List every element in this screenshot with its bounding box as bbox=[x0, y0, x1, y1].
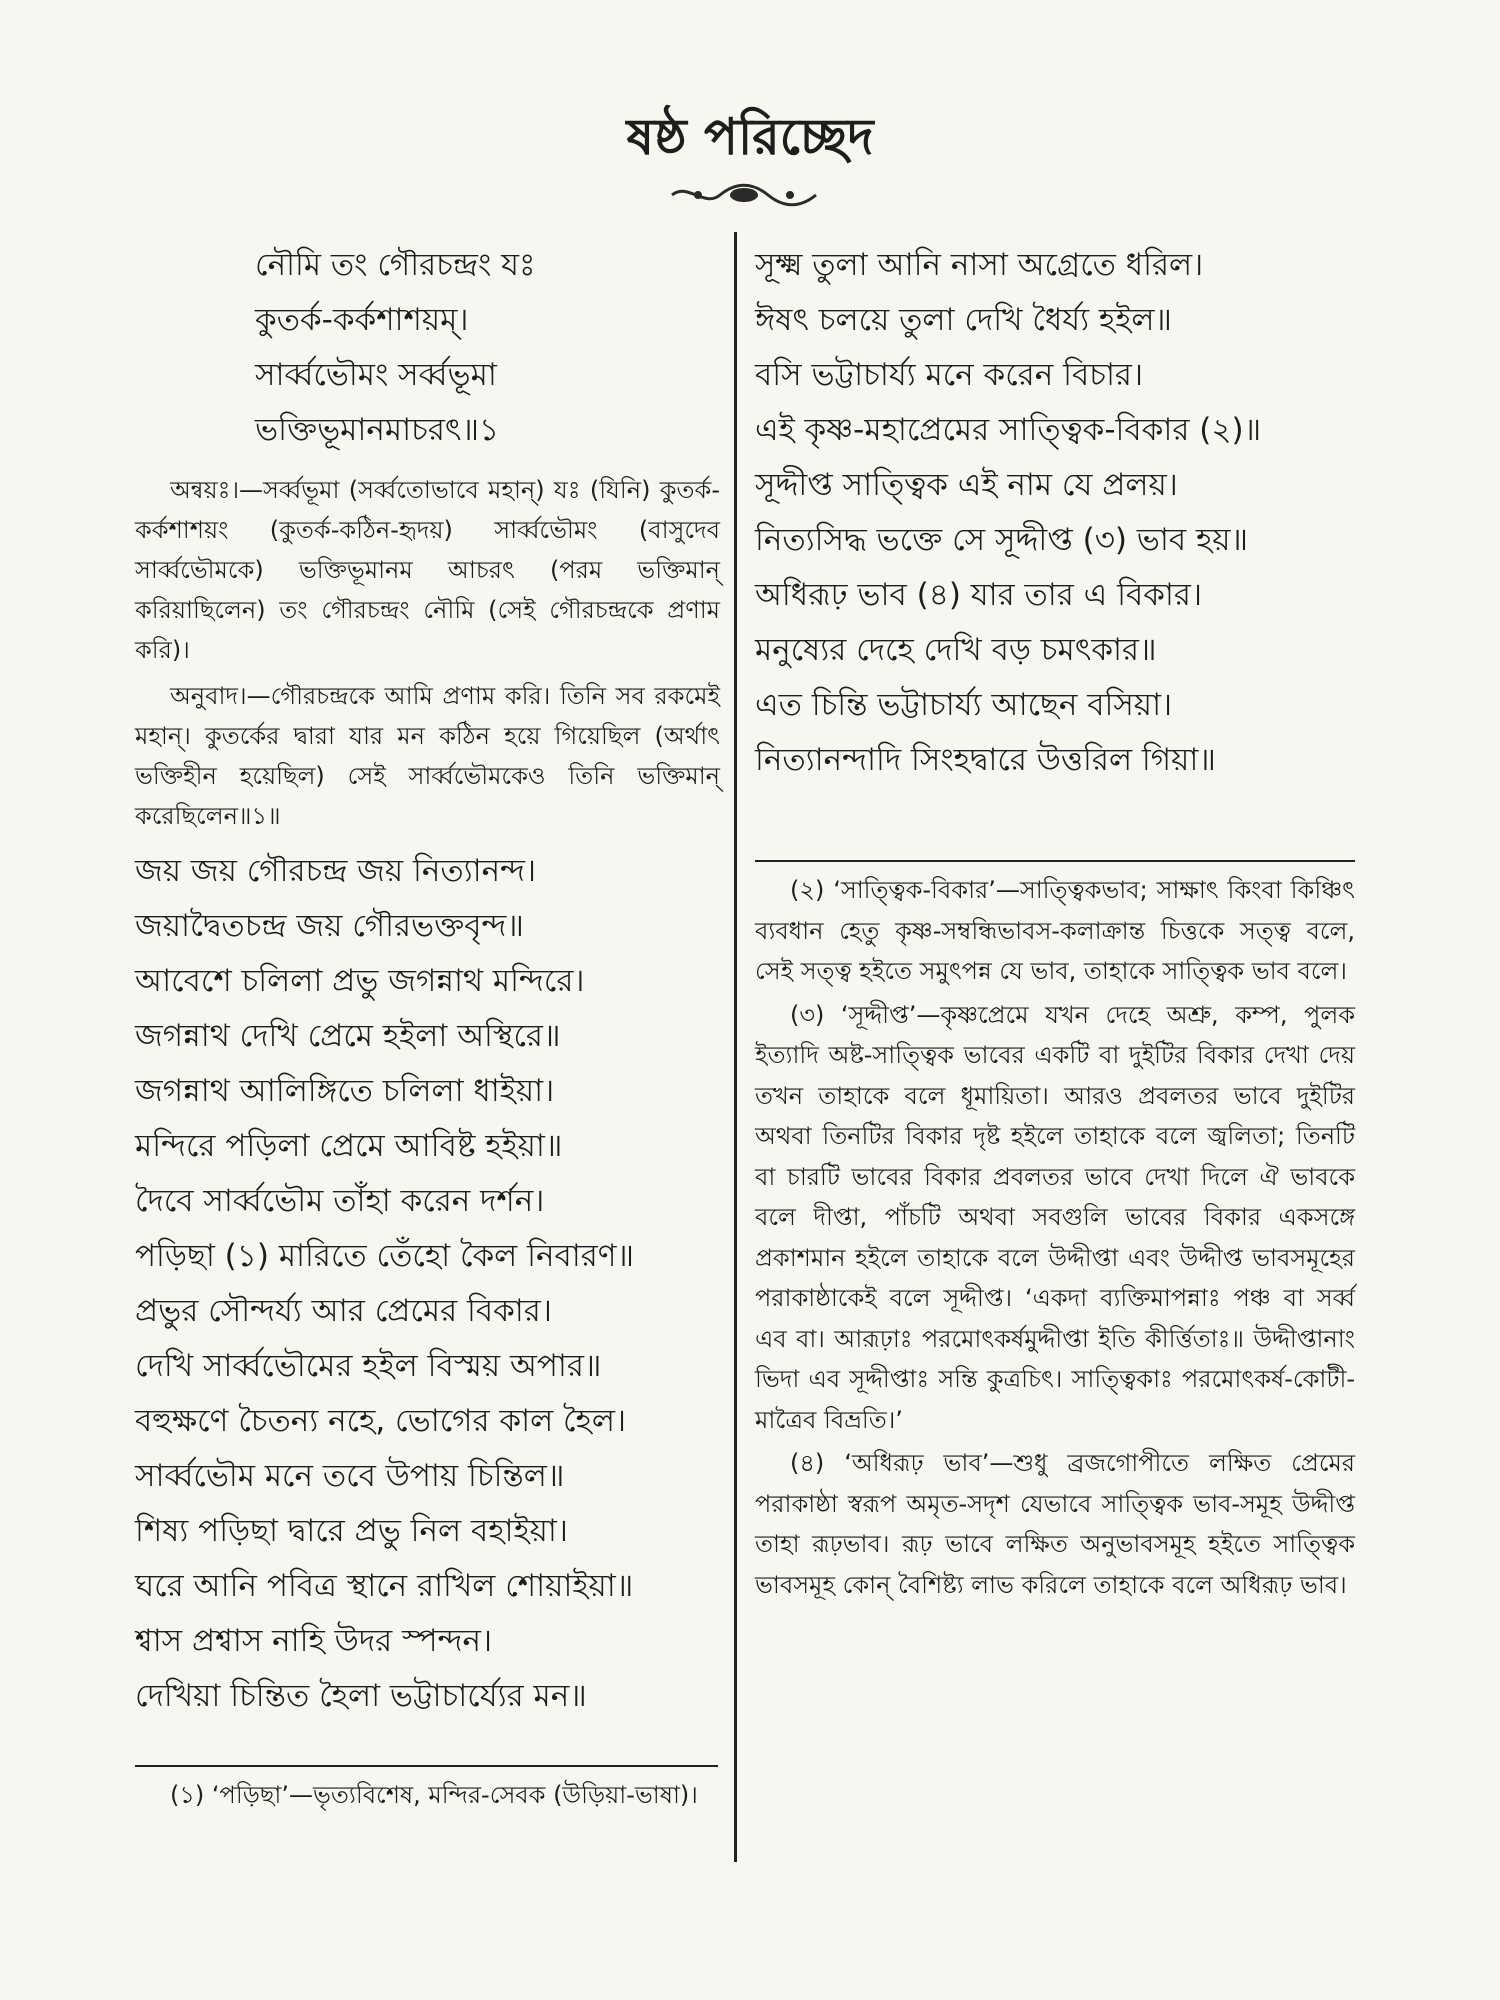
verse-line: সার্ব্বভৌম মনে তবে উপায় চিন্তিল॥ bbox=[135, 1458, 565, 1494]
footnote-2: (২) ‘সাত্ত্বিক-বিকার’—সাত্ত্বিকভাব; সাক্ষাৎ কিংবা কিঞ্চিৎ ব্যবধান হেতু কৃষ্ণ-সম্বন্ধিভাবস-কলাক্রান্ত চিত্তকে সত্ত্ব বলে, সেই সত্ত্ব হইতে সমুৎপন্ন যে ভাব, তাহাকে সাত্ত্বিক ভাব বলে। bbox=[755, 876, 1355, 985]
verse-line: শ্বাস প্রশ্বাস নাহি উদর স্পন্দন। bbox=[135, 1623, 493, 1659]
verse-line: পড়িছা (১) মারিতে তেঁহো কৈল নিবারণ॥ bbox=[135, 1238, 635, 1274]
verse-line: ঈষৎ চলয়ে তুলা দেখি ধৈর্য্য হইল॥ bbox=[755, 302, 1172, 338]
sanskrit-sloka bbox=[135, 238, 720, 458]
right-column bbox=[755, 238, 1355, 788]
verse-line: দেখিয়া চিন্তিত হৈলা ভট্টাচার্য্যের মন॥ bbox=[135, 1678, 587, 1714]
footnote-3: (৩) ‘সূদ্দীপ্ত’—কৃষ্ণপ্রেমে যখন দেহে অশ্রু, কম্প, পুলক ইত্যাদি অষ্ট-সাত্ত্বিক ভাবের একটি বা দুইটির বিকার দেখা দেয় তখন তাহাকে বলে ধূমায়িতা। আরও প্রবলতর ভাবে দুইটির অথবা তিনটির বিকার দৃষ্ট হইলে তাহাকে বলে জ্বলিতা; তিনটি বা চারটি ভাবের বিকার প্রবলতর ভাবে দেখা দিলে ঐ ভাবকে বলে দীপ্তা, পাঁচটি অথবা সবগুলি ভাবের বিকার একসঙ্গে প্রকাশমান হইলে তাহাকে বলে উদ্দীপ্তা এবং উদ্দীপ্ত ভাবসমূহের পরাকাষ্ঠাকেই বলে সূদ্দীপ্ত। ‘একদা ব্যক্তিমাপন্নাঃ পঞ্চ বা সর্ব্ব এব বা। আরূঢ়াঃ পরমোৎকর্ষমুদ্দীপ্তা ইতি কীর্ত্তিতাঃ॥ উদ্দীপ্তানাং ভিদা এব সূদ্দীপ্তাঃ সন্তি কুত্রচিৎ। সাত্ত্বিকাঃ পরমোৎকর্ষ-কোটী-মাত্রৈব বিভ্রতি।’ bbox=[755, 1000, 1355, 1434]
chapter-title: ষষ্ঠ পরিচ্ছেদ bbox=[626, 108, 874, 166]
sloka-line: কুতর্ক-কর্কশাশয়ম্। bbox=[255, 302, 469, 338]
verse-line: বসি ভট্টাচার্য্য মনে করেন বিচার। bbox=[755, 357, 1144, 393]
right-verses bbox=[755, 238, 1355, 788]
verse-line: প্রভুর সৌন্দর্য্য আর প্রেমের বিকার। bbox=[135, 1293, 552, 1329]
sloka-line: নৌমি তং গৌরচন্দ্রং যঃ bbox=[255, 247, 536, 283]
anvaya-paragraph: অন্বয়ঃ।—সর্ব্বভূমা (সর্ব্বতোভাবে মহান্) যঃ (যিনি) কুতর্ক-কর্কশাশয়ং (কুতর্ক-কঠিন-হৃদয়) সার্ব্বভৌমং (বাসুদেব সার্ব্বভৌমকে) ভক্তিভূমানম আচরৎ (পরম ভক্তিমান্ করিয়াছিলেন) তং গৌরচন্দ্রং নৌমি (সেই গৌরচন্দ্রকে প্রণাম করি)। bbox=[135, 476, 720, 664]
verse-line: অধিরূঢ় ভাব (৪) যার তার এ বিকার। bbox=[755, 577, 1203, 613]
verse-line: জয়াদ্বৈতচন্দ্র জয় গৌরভক্তবৃন্দ॥ bbox=[135, 908, 524, 944]
ornament-icon bbox=[668, 180, 820, 210]
verse-line: আবেশে চলিলা প্রভু জগন্নাথ মন্দিরে। bbox=[135, 963, 585, 999]
verse-line: দেখি সার্ব্বভৌমের হইল বিস্ময় অপার॥ bbox=[135, 1348, 602, 1384]
verse-line: নিত্যানন্দাদি সিংহদ্বারে উত্তরিল গিয়া॥ bbox=[755, 742, 1216, 778]
anuvad-paragraph: অনুবাদ।—গৌরচন্দ্রকে আমি প্রণাম করি। তিনি সব রকমেই মহান্। কুতর্কের দ্বারা যার মন কঠিন হয়ে গিয়েছিল (অর্থাৎ ভক্তিহীন হয়েছিল) সেই সার্ব্বভৌমকেও তিনি ভক্তিমান্ করেছিলেন॥১॥ bbox=[135, 682, 720, 830]
footnote-rule bbox=[135, 1765, 718, 1767]
footnote-4: (৪) ‘অধিরূঢ় ভাব’—শুধু ব্রজগোপীতে লক্ষিত প্রেমের পরাকাষ্ঠা স্বরূপ অমৃত-সদৃশ যেভাবে সাত্ত্বিক ভাব-সমূহ উদ্দীপ্ত তাহা রূঢ়ভাব। রূঢ় ভাবে লক্ষিত অনুভাবসমূহ হইতে সাত্ত্বিক ভাবসমূহ কোন্ বৈশিষ্ট্য লাভ করিলে তাহাকে বলে অধিরূঢ় ভাব। bbox=[755, 1449, 1355, 1599]
verse-line: সূদ্দীপ্ত সাত্ত্বিক এই নাম যে প্রলয়। bbox=[755, 467, 1178, 503]
left-verses bbox=[135, 844, 720, 1724]
verse-line: শিষ্য পড়িছা দ্বারে প্রভু নিল বহাইয়া। bbox=[135, 1513, 569, 1549]
left-column bbox=[135, 238, 720, 1724]
verse-line: নিত্যসিদ্ধ ভক্তে সে সূদ্দীপ্ত (৩) ভাব হয়॥ bbox=[755, 522, 1249, 558]
verse-line: বহুক্ষণে চৈতন্য নহে, ভোগের কাল হৈল। bbox=[135, 1403, 627, 1439]
verse-line: মন্দিরে পড়িলা প্রেমে আবিষ্ট হইয়া॥ bbox=[135, 1128, 563, 1164]
footnote-1: (১) ‘পড়িছা’—ভৃত্যবিশেষ, মন্দির-সেবক (উড়িয়া-ভাষা)। bbox=[170, 1781, 698, 1809]
verse-line: এত চিন্তি ভট্টাচার্য্য আছেন বসিয়া। bbox=[755, 687, 1173, 723]
verse-line: জগন্নাথ দেখি প্রেমে হইলা অস্থিরে॥ bbox=[135, 1018, 561, 1054]
verse-line: জগন্নাথ আলিঙ্গিতে চলিলা ধাইয়া। bbox=[135, 1073, 555, 1109]
right-footnotes bbox=[755, 870, 1355, 1605]
verse-line: জয় জয় গৌরচন্দ্র জয় নিত্যানন্দ। bbox=[135, 853, 537, 889]
verse-line: ঘরে আনি পবিত্র স্থানে রাখিল শোয়াইয়া॥ bbox=[135, 1568, 634, 1604]
column-divider bbox=[734, 232, 737, 1862]
footnote-rule bbox=[755, 860, 1355, 862]
sloka-line: ভক্তিভূমানমাচরৎ॥১ bbox=[255, 412, 500, 448]
verse-line: দৈবে সার্ব্বভৌম তাঁহা করেন দর্শন। bbox=[135, 1183, 545, 1219]
verse-line: সূক্ষ্ম তুলা আনি নাসা অগ্রেতে ধরিল। bbox=[755, 247, 1204, 283]
sloka-line: সার্ব্বভৌমং সর্ব্বভূমা bbox=[255, 357, 497, 393]
verse-line: মনুষ্যের দেহে দেখি বড় চমৎকার॥ bbox=[755, 632, 1157, 668]
verse-line: এই কৃষ্ণ-মহাপ্রেমের সাত্ত্বিক-বিকার (২)॥ bbox=[755, 412, 1262, 448]
